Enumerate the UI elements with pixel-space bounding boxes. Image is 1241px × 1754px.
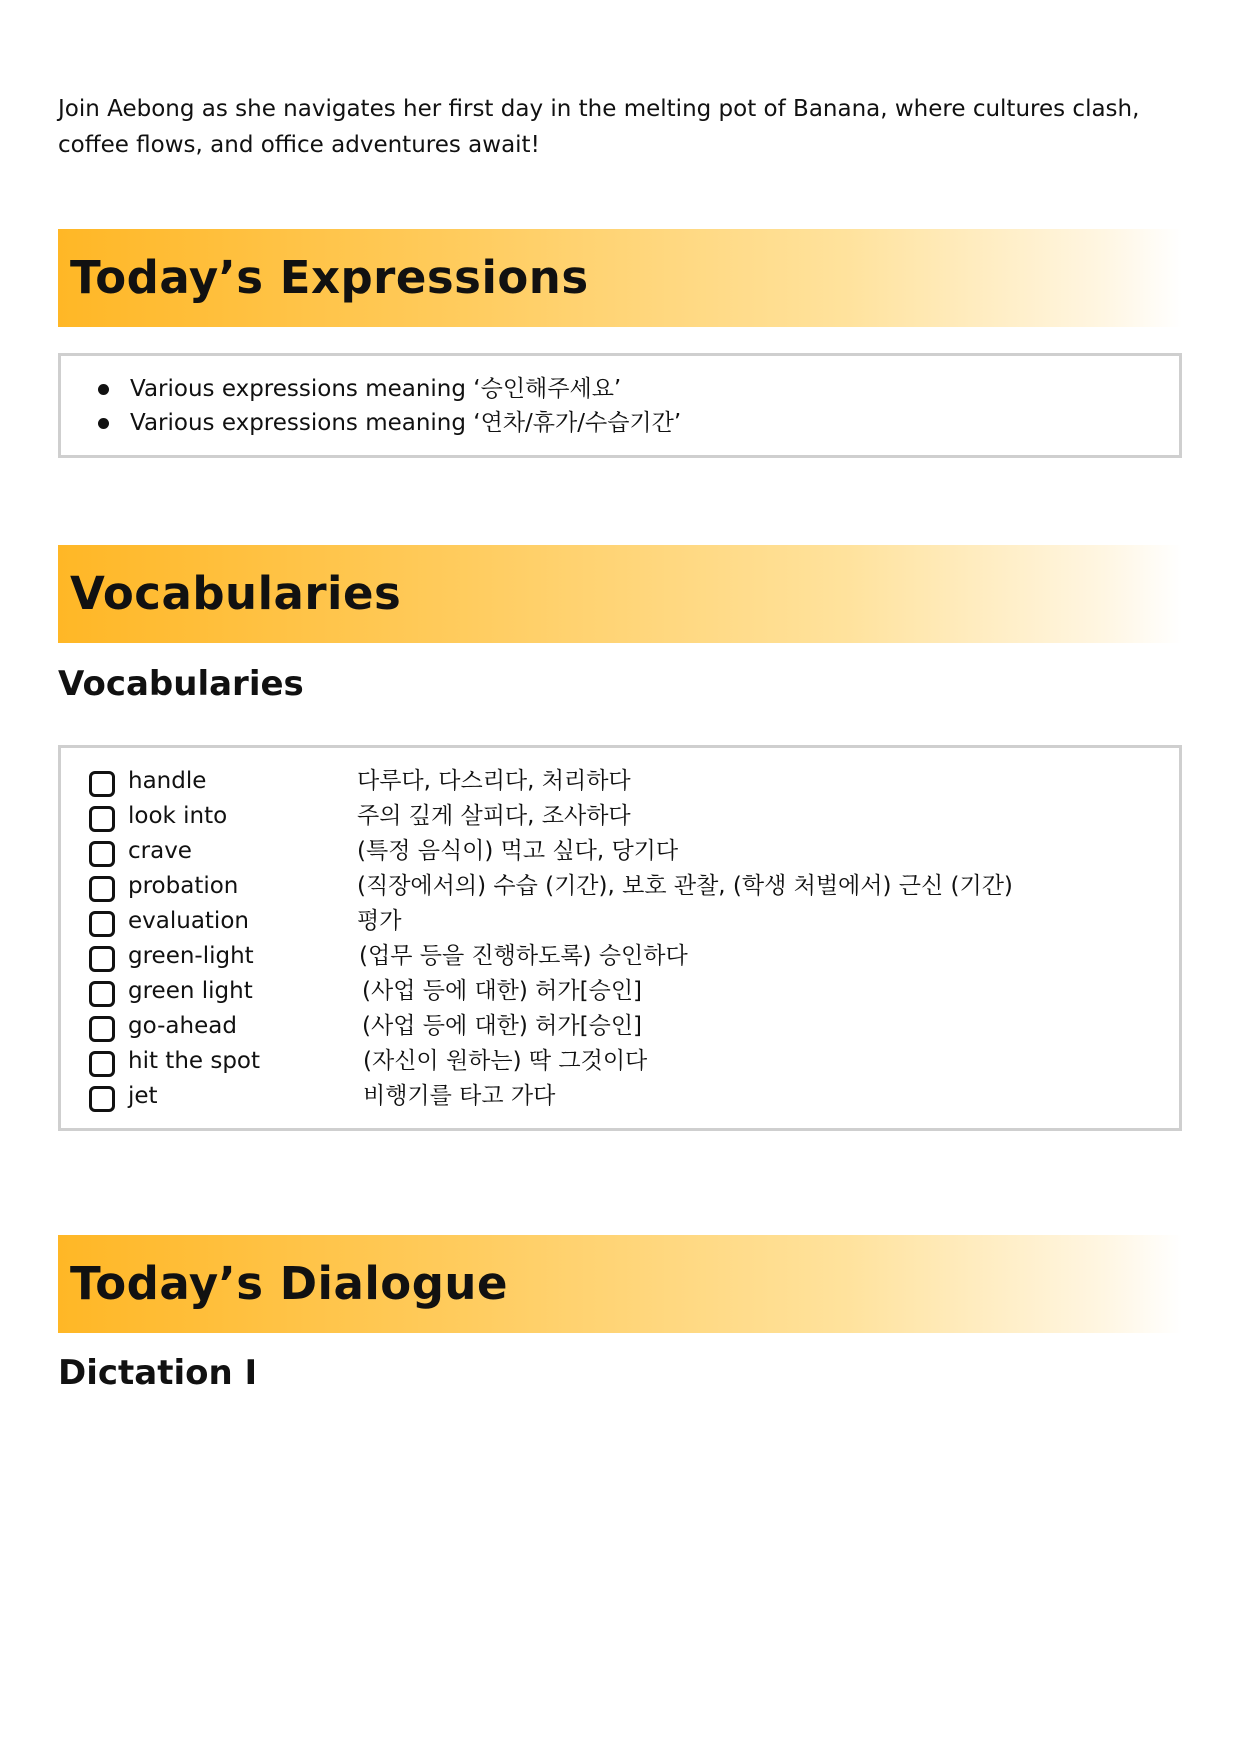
vocabulary-item xyxy=(89,1044,1179,1079)
vocabulary-meaning: (자신이 원하는) 딱 그것이다 xyxy=(363,1048,648,1074)
bullet-icon xyxy=(98,384,109,395)
vocabulary-term: crave xyxy=(128,838,192,864)
dialogue-heading: Today’s Dialogue xyxy=(70,1257,508,1310)
vocabularies-subheading: Vocabularies xyxy=(58,664,304,704)
expression-item xyxy=(93,406,1179,440)
vocabulary-item xyxy=(89,799,1179,834)
vocabulary-meaning: 주의 깊게 살피다, 조사하다 xyxy=(357,803,631,829)
vocabulary-term: probation xyxy=(128,873,239,899)
vocabulary-box xyxy=(58,745,1182,1131)
vocabulary-item xyxy=(89,1079,1179,1114)
vocabulary-term: go-ahead xyxy=(128,1013,237,1039)
vocabulary-meaning: (사업 등에 대한) 허가[승인] xyxy=(362,1013,643,1039)
vocabulary-meaning: (사업 등에 대한) 허가[승인] xyxy=(362,978,643,1004)
checkbox[interactable] xyxy=(89,1051,115,1077)
vocabulary-item xyxy=(89,1009,1179,1044)
intro-paragraph: Join Aebong as she navigates her first day in the melting pot of Banana, where cultures clash, coffee flows, and office adventures await! xyxy=(58,96,1140,158)
vocabulary-meaning: 다루다, 다스리다, 처리하다 xyxy=(357,768,631,794)
vocabulary-meaning: 비행기를 타고 가다 xyxy=(363,1083,556,1109)
vocabulary-meaning: (직장에서의) 수습 (기간), 보호 관찰, (학생 처벌에서) 근신 (기간) xyxy=(357,873,1013,899)
vocabulary-item xyxy=(89,904,1179,939)
vocabulary-item xyxy=(89,974,1179,1009)
vocabulary-term: evaluation xyxy=(128,908,249,934)
bullet-icon xyxy=(98,418,109,429)
checkbox[interactable] xyxy=(89,806,115,832)
expression-text: Various expressions meaning ‘승인해주세요’ xyxy=(130,376,622,402)
expressions-banner xyxy=(58,229,1182,327)
checkbox[interactable] xyxy=(89,1086,115,1112)
vocabulary-list xyxy=(61,748,1179,1114)
vocabulary-item xyxy=(89,834,1179,869)
vocabulary-item xyxy=(89,764,1179,799)
vocabulary-meaning: (업무 등을 진행하도록) 승인하다 xyxy=(359,943,688,969)
dialogue-banner xyxy=(58,1235,1182,1333)
expression-item xyxy=(93,372,1179,406)
vocabulary-meaning: 평가 xyxy=(357,908,402,934)
checkbox[interactable] xyxy=(89,981,115,1007)
vocabularies-heading: Vocabularies xyxy=(70,567,402,620)
vocabulary-meaning: (특정 음식이) 먹고 싶다, 당기다 xyxy=(357,838,679,864)
vocabulary-term: jet xyxy=(128,1083,158,1109)
vocabulary-term: green light xyxy=(128,978,253,1004)
checkbox[interactable] xyxy=(89,946,115,972)
vocabulary-term: look into xyxy=(128,803,228,829)
expressions-heading: Today’s Expressions xyxy=(70,251,589,304)
dictation-subheading: Dictation I xyxy=(58,1353,258,1393)
checkbox[interactable] xyxy=(89,911,115,937)
checkbox[interactable] xyxy=(89,841,115,867)
vocabulary-term: hit the spot xyxy=(128,1048,261,1074)
expressions-list xyxy=(61,356,1179,440)
vocabulary-item xyxy=(89,869,1179,904)
checkbox[interactable] xyxy=(89,876,115,902)
vocabulary-term: green-light xyxy=(128,943,254,969)
expression-text: Various expressions meaning ‘연차/휴가/수습기간’ xyxy=(130,410,682,436)
checkbox[interactable] xyxy=(89,1016,115,1042)
checkbox[interactable] xyxy=(89,771,115,797)
vocabularies-banner xyxy=(58,545,1182,643)
vocabulary-term: handle xyxy=(128,768,207,794)
vocabulary-item xyxy=(89,939,1179,974)
expressions-box xyxy=(58,353,1182,458)
